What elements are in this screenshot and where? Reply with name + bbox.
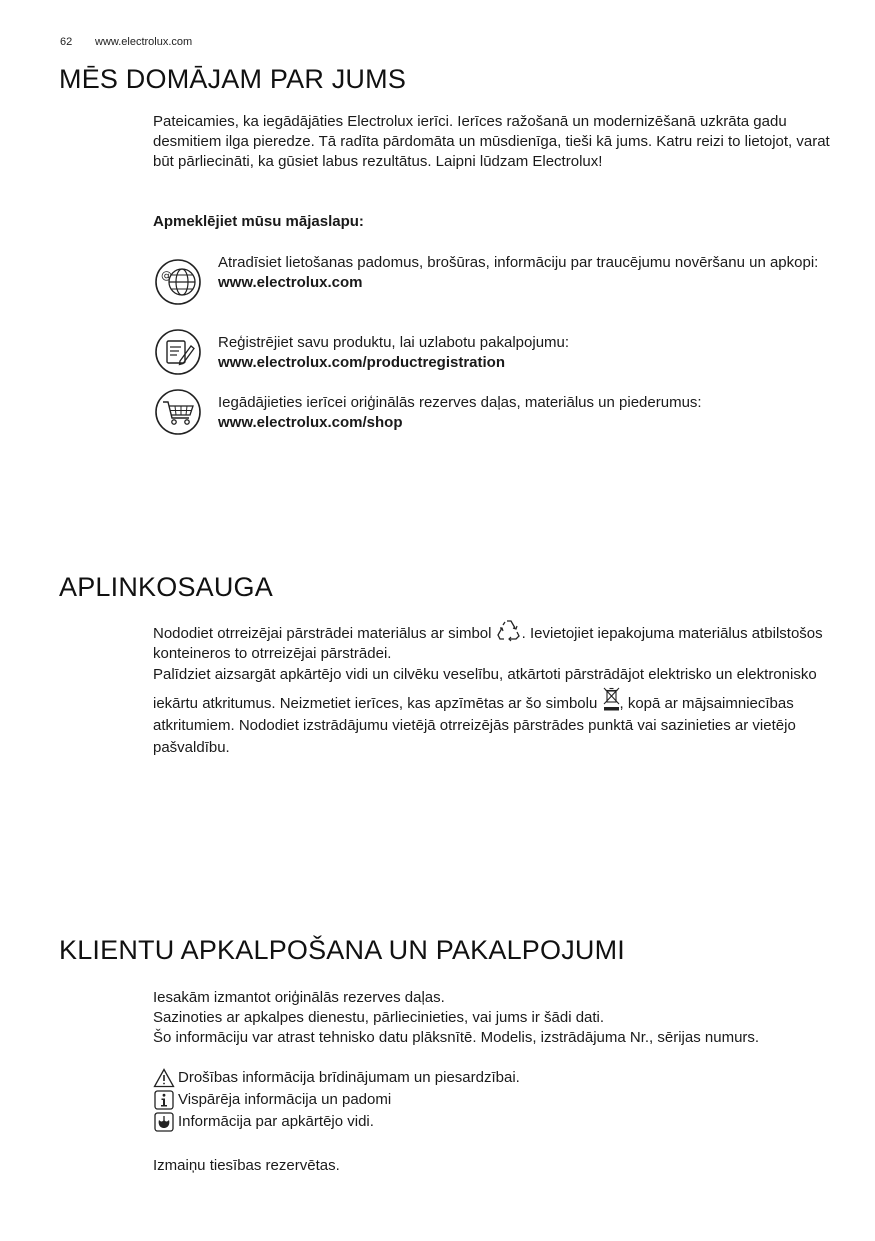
legend-item-safety xyxy=(153,1067,833,1089)
recycle-text-2: . Ievietojiet iepakojuma materiālus atbilstošos konteineros to otrreizējai pārstrādei. xyxy=(153,625,823,662)
environment-icon xyxy=(153,1112,175,1132)
legend-item-environment xyxy=(153,1111,833,1133)
crossed-bin-icon xyxy=(602,686,620,712)
section-title-environment: APLINKOSAUGA xyxy=(59,572,273,602)
shopping-cart-icon xyxy=(154,388,202,436)
info-icon xyxy=(153,1090,175,1110)
registration-icon xyxy=(154,328,202,376)
environment-paragraph xyxy=(153,618,833,759)
website-link-registration[interactable]: www.electrolux.com/productregistration xyxy=(218,354,505,371)
rights-reserved-note: Izmaiņu tiesības rezervētas. xyxy=(153,1157,340,1174)
recycle-text-1: Nododiet otrreizējai pārstrādei materiālus ar simbol xyxy=(153,625,492,642)
visit-heading: Apmeklējiet mūsu mājaslapu: xyxy=(153,213,364,230)
symbol-legend xyxy=(153,1067,833,1133)
legend-safety-text: Drošības informācija brīdinājumam un piesardzībai. xyxy=(178,1069,520,1086)
customer-care-line-2: Sazinoties ar apkalpes dienestu, pārliecinieties, vai jums ir šādi dati. xyxy=(153,1009,605,1026)
customer-care-paragraph xyxy=(153,988,833,1048)
recycle-symbol-icon xyxy=(496,618,522,642)
section-title-customer-care: KLIENTU APKALPOŠANA UN PAKALPOJUMI xyxy=(59,935,625,965)
website-item-support xyxy=(218,253,838,293)
section-title-thinking-of-you: MĒS DOMĀJAM PAR JUMS xyxy=(59,64,407,94)
intro-paragraph xyxy=(153,112,833,172)
legend-info-text: Vispārēja informācija un padomi xyxy=(178,1091,392,1108)
website-link-shop[interactable]: www.electrolux.com/shop xyxy=(218,414,403,431)
svg-text:@: @ xyxy=(161,269,172,282)
intro-text: Pateicamies, ka iegādājāties Electrolux ierīci. Ierīces ražošanā un modernizēšanā uzkrāta gadu desmitiem ilga pieredze. Tā radīta pārdomāta un mūsdienīga, tieši kā jums. Katru reizi to lietojot, varat būt pārliecināti, ka gūsiet labus rezultātus. Laipni lūdzam Electrolux! xyxy=(153,113,830,170)
weee-text-2: , kopā ar mājsaimniecības atkritumiem. Nododiet izstrādājumu vietējā otrreizējās pārstrādes punktā vai sazinieties ar vietējo pašvaldību. xyxy=(153,695,796,756)
customer-care-line-3: Šo informāciju var atrast tehnisko datu plāksnītē. Modelis, izstrādājuma Nr., sērijas numurs. xyxy=(153,1029,760,1046)
page-header xyxy=(60,36,192,48)
website-item-shop xyxy=(218,393,838,433)
header-website: www.electrolux.com xyxy=(95,36,193,48)
warning-triangle-icon xyxy=(153,1068,175,1088)
website-link-main[interactable]: www.electrolux.com xyxy=(218,274,363,291)
legend-environment-text: Informācija par apkārtējo vidi. xyxy=(178,1113,374,1130)
page-number: 62 xyxy=(60,36,73,48)
website-item-support-text: Atradīsiet lietošanas padomus, brošūras, informāciju par traucējumu novēršanu un apkopi: xyxy=(218,254,819,271)
customer-care-line-1: Iesakām izmantot oriģinālās rezerves daļas. xyxy=(153,989,445,1006)
website-item-registration-text: Reģistrējiet savu produktu, lai uzlabotu pakalpojumu: xyxy=(218,334,570,351)
website-item-shop-text: Iegādājieties ierīcei oriģinālās rezerves daļas, materiālus un piederumus: xyxy=(218,394,702,411)
website-item-registration xyxy=(218,333,838,373)
legend-item-info xyxy=(153,1089,833,1111)
weee-text-1: Palīdziet aizsargāt apkārtējo vidi un cilvēku veselību, atkārtoti pārstrādājot elektrisko un elektronisko iekārtu atkritumus. Neizmetiet ierīces, kas apzīmētas ar šo simbolu xyxy=(153,666,817,712)
globe-icon xyxy=(154,258,202,306)
